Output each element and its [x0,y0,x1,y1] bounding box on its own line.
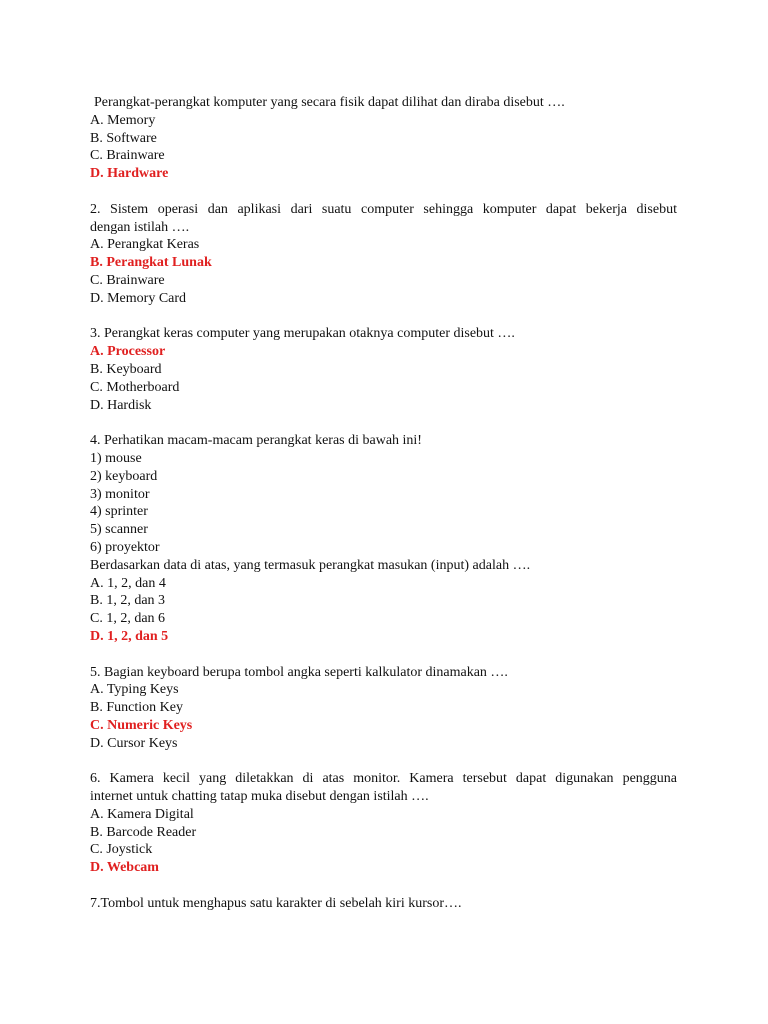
spacer [90,414,677,432]
spacer [90,752,677,770]
question-5-stem: 5. Bagian keyboard berupa tombol angka seperti kalkulator dinamakan …. [90,664,508,680]
quiz-document [90,94,677,913]
question-4-item-3: 3) monitor [90,486,150,502]
question-6-option-d-answer: D. Webcam [90,860,159,876]
question-4-item-1: 1) mouse [90,450,142,466]
question-4-option-c: C. 1, 2, dan 6 [90,611,166,627]
question-2-option-b-answer: B. Perangkat Lunak [90,255,212,271]
question-4-item-6: 6) proyektor [90,539,160,555]
question-4-item-4: 4) sprinter [90,504,148,520]
question-1-option-a: A. Memory [90,112,156,128]
question-4-option-d-answer: D. 1, 2, dan 5 [90,628,169,644]
question-5-option-d: D. Cursor Keys [90,735,178,751]
question-7-stem: 7.Tombol untuk menghapus satu karakter di sebelah kiri kursor…. [90,895,462,911]
question-4-item-5: 5) scanner [90,522,148,538]
question-3-option-a-answer: A. Processor [90,344,166,360]
question-2-stem-line-2: dengan istilah …. [90,219,190,235]
question-4-item-2: 2) keyboard [90,468,158,484]
question-3-option-b: B. Keyboard [90,361,162,377]
question-2-option-c: C. Brainware [90,272,165,288]
question-1-option-d-answer: D. Hardware [90,166,169,182]
spacer [90,308,677,326]
question-4-option-b: B. 1, 2, dan 3 [90,593,166,609]
question-2-option-a: A. Perangkat Keras [90,237,200,253]
question-4-stem: 4. Perhatikan macam-macam perangkat keras di bawah ini! [90,433,422,449]
question-6-option-b: B. Barcode Reader [90,824,197,840]
question-4-stem-2: Berdasarkan data di atas, yang termasuk perangkat masukan (input) adalah …. [90,557,531,573]
question-3-option-d: D. Hardisk [90,397,152,413]
spacer [90,646,677,664]
question-3-option-c: C. Motherboard [90,379,180,395]
question-1-option-b: B. Software [90,130,157,146]
spacer [90,877,677,895]
question-6-stem-line-2: internet untuk chatting tatap muka disebut dengan istilah …. [90,789,429,805]
question-2-stem-line-1: 2. Sistem operasi dan aplikasi dari suatu computer sehingga komputer dapat bekerja disebut [90,201,677,217]
question-5-option-b: B. Function Key [90,700,183,716]
question-1-stem: Perangkat-perangkat komputer yang secara fisik dapat dilihat dan diraba disebut …. [94,95,565,110]
question-6-stem-line-1: 6. Kamera kecil yang diletakkan di atas monitor. Kamera tersebut dapat digunakan pengguna [90,771,677,787]
question-5-option-a: A. Typing Keys [90,682,179,698]
question-4-option-a: A. 1, 2, dan 4 [90,575,166,591]
question-6-option-c: C. Joystick [90,842,153,858]
question-6-option-a: A. Kamera Digital [90,806,194,822]
question-2-option-d: D. Memory Card [90,290,187,306]
question-1-option-c: C. Brainware [90,148,165,164]
spacer [90,183,677,201]
question-3-stem: 3. Perangkat keras computer yang merupakan otaknya computer disebut …. [90,326,515,342]
question-5-option-c-answer: C. Numeric Keys [90,717,193,733]
